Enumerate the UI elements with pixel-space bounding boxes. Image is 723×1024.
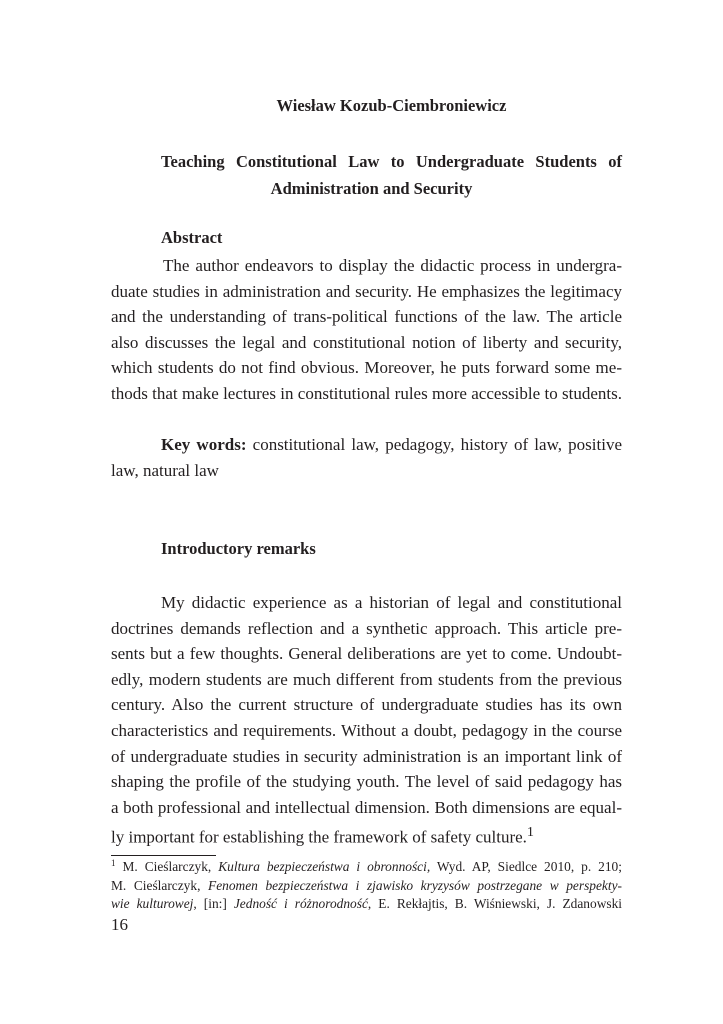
footnote-text: , [in:] (193, 896, 234, 911)
abstract-body (111, 253, 622, 407)
keywords-line-1 (111, 432, 622, 458)
intro-line: a both professional and intellectual dimension. Both dimensions are equal- (111, 797, 622, 817)
abstract-line: which students do not find obvious. Moreover, he puts forward some me- (111, 358, 622, 378)
intro-line: ly important for establishing the framework of safety culture. (111, 828, 527, 847)
footnote-number: 1 (111, 858, 116, 868)
intro-line: sents but a few thoughts. General deliberations are yet to come. Undoubt- (111, 644, 622, 664)
footnote-book-title: Jedność i różnorodność (233, 896, 368, 911)
footnote-line-3 (111, 895, 622, 914)
footnote-book-title: wie kulturowej (111, 896, 194, 911)
footnote-text: M. Cieślarczyk, (115, 859, 219, 874)
footnote-text: Wyd. AP, Siedlce 2010, p. 210; (430, 859, 622, 874)
footnote-divider (111, 855, 216, 856)
keywords-text: constitutional law, pedagogy, history of law, positive (246, 435, 622, 454)
intro-line: doctrines demands reflection and a synthetic approach. This article pre- (111, 618, 622, 638)
abstract-line: duate studies in administration and security. He emphasizes the legitimacy (111, 281, 622, 301)
abstract-line: and the understanding of trans-political functions of the law. The article (111, 307, 622, 327)
footnote-book-title: Kultura bezpieczeństwa i obronności, (218, 859, 431, 874)
abstract-line: thods that make lectures in constitutional rules more accessible to students. (111, 383, 622, 403)
keywords (111, 432, 622, 483)
abstract-line: also discusses the legal and constitutional notion of liberty and security, (111, 332, 622, 352)
intro-line: edly, modern students are much different from students from the previous (111, 669, 622, 689)
abstract-heading: Abstract (161, 228, 223, 247)
abstract-heading-wrap (111, 228, 622, 248)
author-name: Wiesław Kozub-Ciembroniewicz (276, 96, 507, 115)
keywords-label: Key words: (161, 435, 247, 454)
intro-line: shaping the profile of the studying youth. The level of said pedagogy has (111, 772, 622, 792)
article-title (161, 148, 622, 202)
intro-heading-wrap (111, 539, 622, 559)
title-line-2: Administration and Security (270, 179, 473, 198)
footnote (111, 858, 622, 914)
page-number: 16 (111, 915, 128, 934)
footnote-text: M. Cieślarczyk, (111, 877, 209, 893)
intro-line-last (111, 820, 622, 850)
intro-line: century. Also the current structure of undergraduate studies has its own (111, 695, 622, 715)
intro-heading: Introductory remarks (161, 539, 316, 558)
keywords-line-2: law, natural law (111, 460, 219, 480)
intro-line: of undergraduate studies in security administration is an important link of (111, 746, 622, 766)
abstract-line: The author endeavors to display the didactic process in undergra- (163, 256, 622, 275)
intro-body (111, 590, 622, 851)
footnote-line-2 (111, 877, 622, 896)
footnote-line-1 (111, 858, 622, 877)
footnote-book-title: Fenomen bezpieczeństwa i zjawisko kryzysów postrzegane w perspekty- (208, 877, 622, 893)
footnote-reference[interactable]: 1 (526, 824, 534, 841)
title-line-1: Teaching Constitutional Law to Undergraduate Students of (161, 152, 622, 171)
footnote-text: , E. Rekłajtis, B. Wiśniewski, J. Zdanowski (367, 896, 622, 911)
intro-line: characteristics and requirements. Without a doubt, pedagogy in the course (111, 720, 622, 740)
intro-line: My didactic experience as a historian of legal and constitutional (161, 593, 622, 612)
